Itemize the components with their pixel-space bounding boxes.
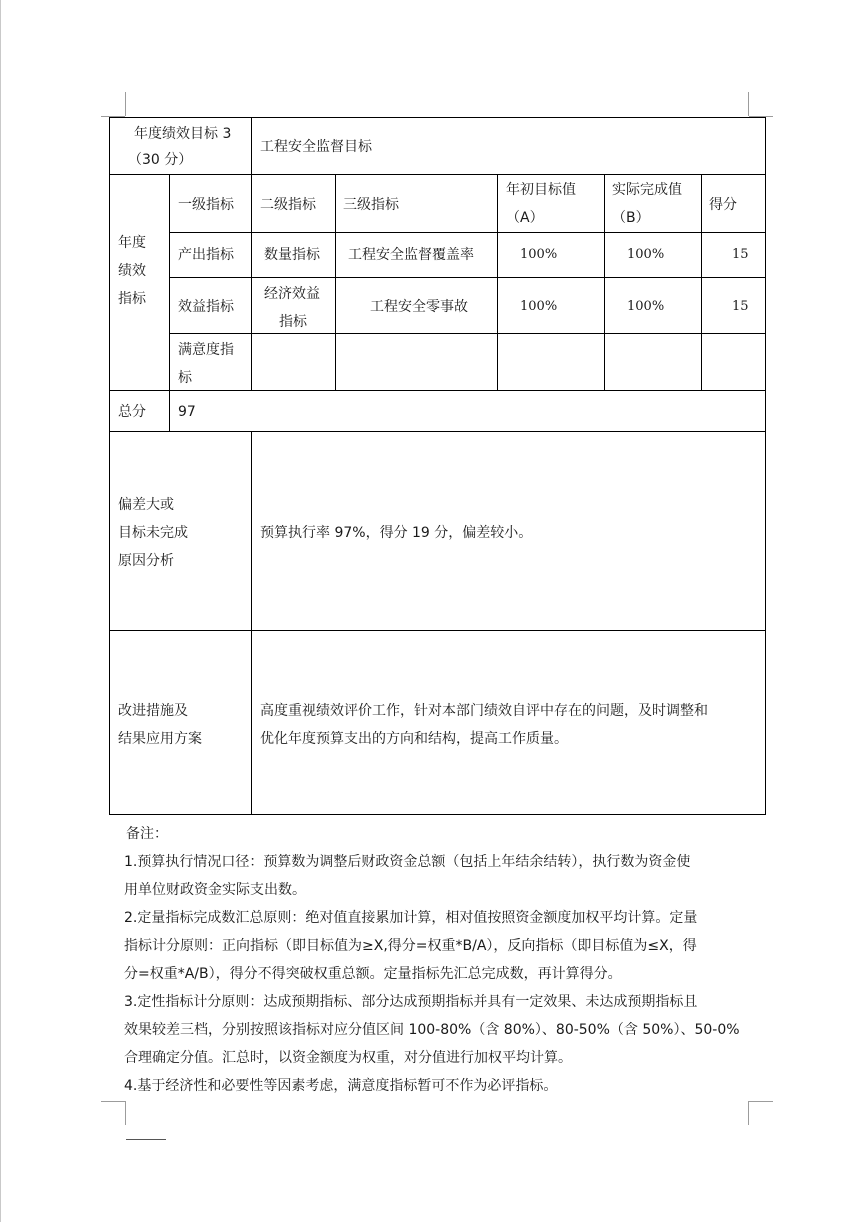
- row-level2: 数量指标: [264, 247, 320, 263]
- note-line: 指标计分原则：正向指标（即目标值为≥X,得分=权重*B/A），反向指标（即目标值为≤X，得: [124, 938, 697, 954]
- row-level3: 工程安全监督覆盖率: [348, 247, 474, 263]
- goal-points: （30 分）: [128, 152, 193, 168]
- header-actual-sub: （B）: [612, 210, 650, 226]
- table-rule: [110, 174, 765, 175]
- header-level3: 三级指标: [343, 197, 399, 213]
- deviation-label: 目标未完成: [118, 525, 188, 541]
- row-level1: 满意度指: [178, 342, 234, 358]
- note-line: 4.基于经济性和必要性等因素考虑，满意度指标暂可不作为必评指标。: [124, 1078, 558, 1094]
- table-rule: [169, 232, 765, 233]
- note-line: 3.定性指标计分原则：达成预期指标、部分达成预期指标并具有一定效果、未达成预期指标且: [124, 994, 698, 1010]
- crop-mark-bottom-right-v: [748, 1101, 749, 1125]
- indicators-label-line: 指标: [118, 291, 146, 307]
- table-rule: [110, 390, 765, 391]
- note-line: 分=权重*A/B），得分不得突破权重总额。定量指标先汇总完成数，再计算得分。: [124, 966, 622, 982]
- note-line: 2.定量指标完成数汇总原则：绝对值直接累加计算，相对值按照资金额度加权平均计算。定量: [124, 910, 698, 926]
- table-rule: [251, 431, 252, 814]
- goal-value: 工程安全监督目标: [260, 139, 372, 155]
- table-rule: [604, 174, 605, 390]
- header-score: 得分: [709, 197, 737, 213]
- total-label: 总分: [118, 404, 146, 420]
- indicators-label-line: 绩效: [118, 263, 146, 279]
- note-line: 1.预算执行情况口径：预算数为调整后财政资金总额（包括上年结余结转），执行数为资金使: [124, 854, 691, 870]
- crop-mark-top-right-v: [748, 92, 749, 116]
- row-actual: 100%: [627, 247, 665, 262]
- header-level2: 二级指标: [260, 197, 316, 213]
- crop-mark-bottom-left-h: [101, 1101, 125, 1102]
- row-target: 100%: [520, 299, 558, 314]
- table-rule: [251, 174, 252, 390]
- row-actual: 100%: [627, 299, 665, 314]
- deviation-text: 预算执行率 97%，得分 19 分，偏差较小。: [260, 525, 533, 541]
- deviation-label: 原因分析: [118, 553, 174, 569]
- improve-text: 优化年度预算支出的方向和结构，提高工作质量。: [260, 731, 568, 747]
- deviation-label: 偏差大或: [118, 497, 174, 513]
- header-actual: 实际完成值: [612, 182, 682, 198]
- total-value: 97: [178, 404, 196, 420]
- table-rule: [701, 174, 702, 390]
- note-line: 用单位财政资金实际支出数。: [124, 882, 306, 898]
- table-rule: [110, 630, 765, 631]
- footer-rule-text: [126, 1129, 154, 1145]
- notes-title: 备注：: [126, 826, 168, 842]
- header-target-sub: （A）: [506, 210, 544, 226]
- table-rule: [110, 431, 765, 432]
- improve-text: 高度重视绩效评价工作，针对本部门绩效自评中存在的问题，及时调整和: [260, 703, 708, 719]
- improve-label: 结果应用方案: [118, 731, 202, 747]
- goal-label: 年度绩效目标 3: [134, 126, 232, 142]
- row-level1-line2: 标: [178, 370, 192, 386]
- row-score: 15: [732, 247, 749, 262]
- table-rule: [251, 118, 252, 174]
- header-level1: 一级指标: [178, 197, 234, 213]
- row-level1: 产出指标: [178, 247, 234, 263]
- crop-mark-bottom-right-h: [749, 1101, 773, 1102]
- notes-section: [126, 820, 756, 1100]
- table-rule: [335, 174, 336, 390]
- table-rule: [169, 174, 170, 431]
- note-line: 合理确定分值。汇总时，以资金额度为权重，对分值进行加权平均计算。: [124, 1050, 572, 1066]
- indicators-label-line: 年度: [118, 235, 146, 251]
- table-rule: [169, 277, 765, 278]
- table-rule: [169, 333, 765, 334]
- crop-mark-bottom-left-v: [125, 1101, 126, 1125]
- table-rule: [497, 174, 498, 390]
- improve-label: 改进措施及: [118, 703, 188, 719]
- crop-mark-top-left-v: [125, 92, 126, 116]
- row-level1: 效益指标: [178, 299, 234, 315]
- row-level2: 经济效益: [264, 286, 320, 302]
- note-line: 效果较差三档，分别按照该指标对应分值区间 100-80%（含 80%）、80-50%（含 50%）、50-0%: [124, 1022, 740, 1038]
- row-level2-line2: 指标: [279, 314, 307, 330]
- header-target: 年初目标值: [506, 182, 576, 198]
- performance-table: [109, 117, 766, 815]
- row-level3: 工程安全零事故: [370, 299, 468, 315]
- row-score: 15: [732, 299, 749, 314]
- row-target: 100%: [520, 247, 558, 262]
- page-left-edge: [0, 0, 1, 1222]
